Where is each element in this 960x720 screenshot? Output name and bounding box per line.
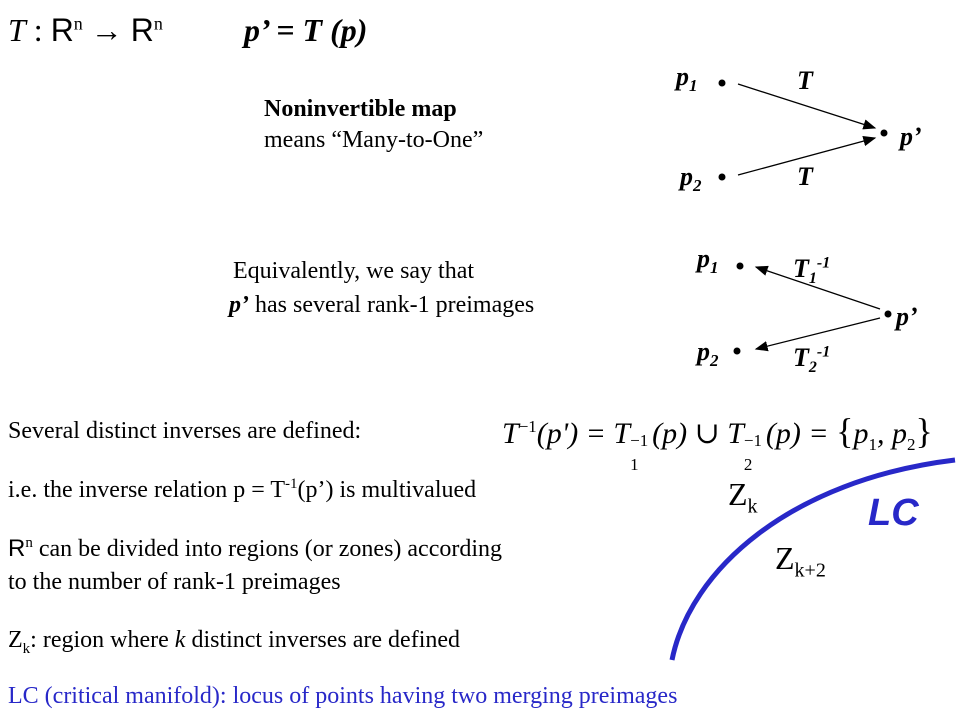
fwd-image-label: p’ [900, 122, 922, 151]
domain-n: n [73, 13, 83, 34]
domain-R: R [50, 12, 74, 48]
zk-definition: $Z_k$: region where k distinct inverses are defined [8, 627, 461, 657]
fwd-T-top-label: T [797, 66, 813, 95]
mapping-equation: p’ = T (p) [244, 12, 368, 48]
inv-p2-label: $p_2$ [697, 337, 719, 371]
image-point [881, 130, 888, 137]
codomain-n: n [153, 13, 163, 34]
noninvertible-subtitle: means “Many-to-One” [264, 127, 484, 153]
lc-definition: LC (critical manifold): locus of points having two merging preimages [8, 683, 678, 709]
codomain-R: R [130, 12, 154, 48]
inv-T1-label: $T_1^{-1}$ [793, 254, 831, 288]
zone-zk-label: $Z_k$ [728, 476, 758, 518]
p1-point [719, 80, 726, 87]
inverses-formula: $T^{-1}(p') = T$ 1 −1 (p) ∪ T 2 −1 $(p) = \{p_1$, $p_2$} [502, 411, 933, 474]
lc-curve-label: LC [868, 492, 919, 534]
inv-image-label: p’ [896, 302, 918, 331]
regions-line2: to the number of rank-1 preimages [8, 569, 341, 595]
p2-preimage-point [734, 348, 741, 355]
fwd-p1-label: $p_1$ [676, 62, 698, 96]
noninvertible-title: Noninvertible map [264, 96, 457, 122]
image-point-2 [885, 311, 892, 318]
p2-point [719, 174, 726, 181]
colon: : [25, 12, 51, 48]
inverses-label: Several distinct inverses are defined: [8, 418, 362, 444]
p1-preimage-point [737, 263, 744, 270]
map-symbol: T [8, 12, 26, 48]
zone-zk2-label: $Z_{k+2}$ [775, 540, 826, 582]
fwd-T-bottom-label: T [797, 162, 813, 191]
regions-line1: $R^n$ can be divided into regions (or zones) according [8, 535, 503, 562]
arrow-symbol: → [82, 12, 131, 48]
fwd-p2-label: $p_2$ [680, 162, 702, 196]
equivalently-line1: Equivalently, we say that [233, 258, 475, 284]
equivalently-line2: p’ has several rank-1 preimages [229, 292, 535, 318]
inv-T2-label: $T_2^{-1}$ [793, 343, 831, 377]
inv-p1-label: $p_1$ [697, 244, 719, 278]
multivalued-line: i.e. the inverse relation $p = T^{-1}(p’)$ is multivalued [8, 476, 477, 503]
